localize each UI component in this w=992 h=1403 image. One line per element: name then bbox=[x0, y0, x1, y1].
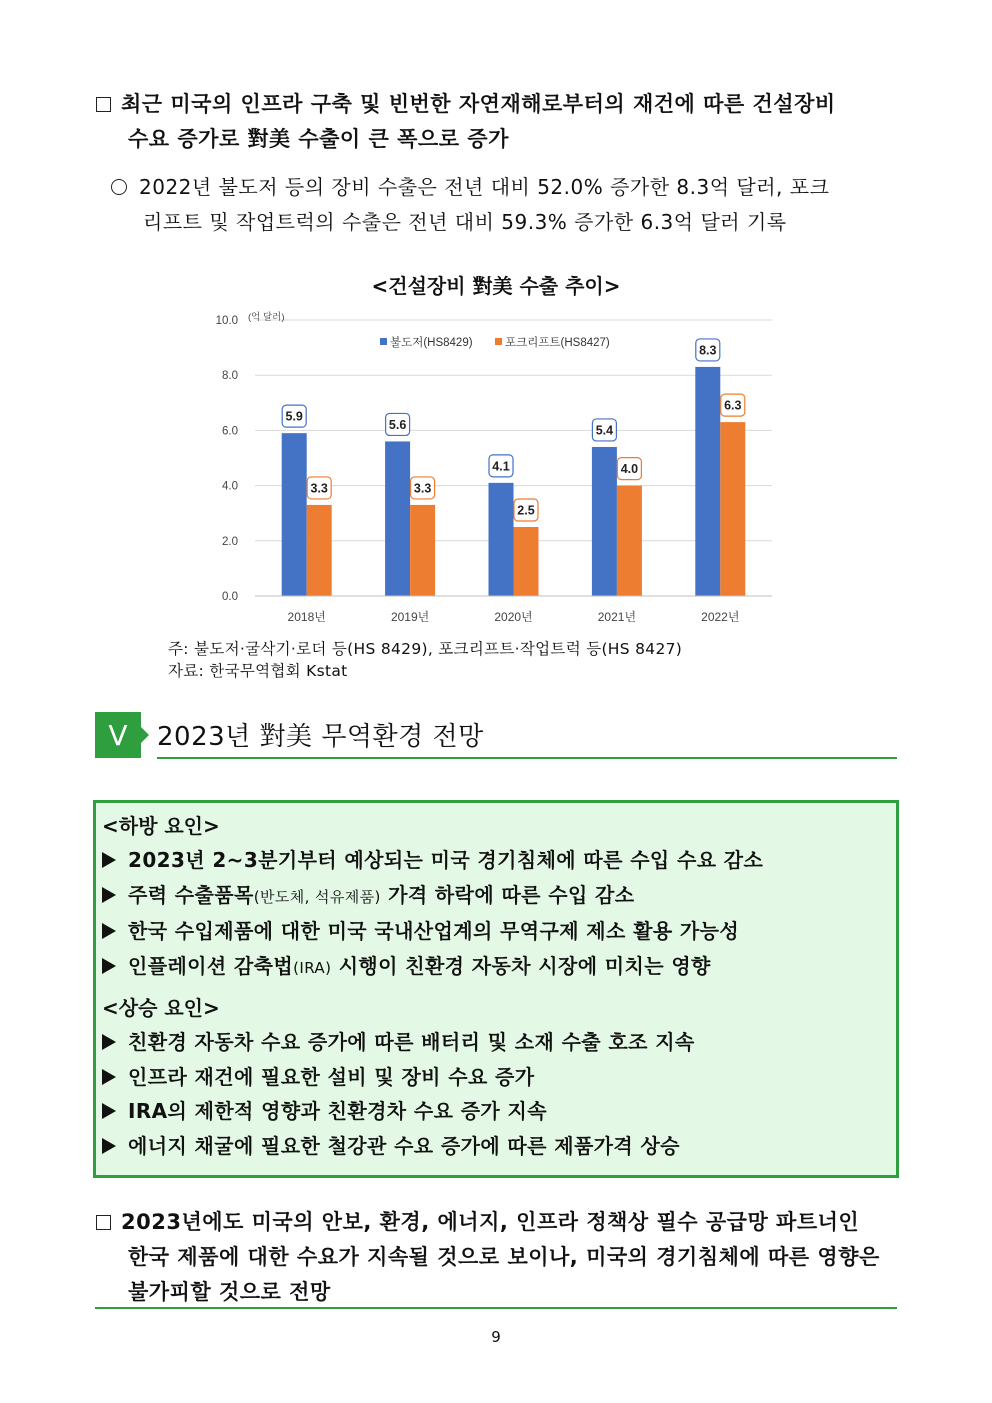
section-arrow-icon bbox=[141, 727, 149, 743]
chart-notes bbox=[168, 638, 868, 682]
downside-item: 2023년 2~3분기부터 예상되는 미국 경기침체에 따른 수입 수요 감소 bbox=[102, 843, 896, 878]
triangle-bullet-icon bbox=[102, 1034, 116, 1050]
bar-chart bbox=[200, 300, 790, 635]
data-label: 2.5 bbox=[517, 503, 535, 518]
x-tick-label: 2018년 bbox=[287, 610, 326, 624]
page-number: 9 bbox=[491, 1328, 501, 1346]
factors-box bbox=[93, 800, 899, 1178]
upside-item: 친환경 자동차 수요 증가에 따른 배터리 및 소재 수출 호조 지속 bbox=[102, 1025, 896, 1060]
legend-label: 불도저(HS8429) bbox=[390, 337, 473, 349]
bar bbox=[385, 441, 410, 596]
para2-line2: 리프트 및 작업트럭의 수출은 전년 대비 59.3% 증가한 6.3억 달러 기록 bbox=[143, 210, 787, 234]
square-bullet-icon bbox=[96, 97, 111, 112]
x-tick-label: 2022년 bbox=[701, 610, 740, 624]
x-tick-label: 2019년 bbox=[390, 610, 430, 624]
square-bullet-icon bbox=[96, 1215, 111, 1230]
section-underline bbox=[157, 757, 897, 759]
downside-item: 한국 수입제품에 대한 미국 국내산업계의 무역구제 제소 활용 가능성 bbox=[102, 914, 896, 949]
para2 bbox=[111, 170, 906, 240]
legend-label: 포크리프트(HS8427) bbox=[505, 337, 610, 349]
data-label: 5.9 bbox=[285, 409, 303, 424]
note-source: 자료: 한국무역협회 Kstat bbox=[168, 662, 348, 680]
triangle-bullet-icon bbox=[102, 887, 116, 903]
bar bbox=[592, 447, 617, 596]
bar bbox=[720, 422, 745, 596]
upside-item: 에너지 채굴에 필요한 철강관 수요 증가에 따른 제품가격 상승 bbox=[102, 1129, 896, 1164]
para3-line3: 불가피할 것으로 전망 bbox=[128, 1280, 331, 1304]
data-label: 5.4 bbox=[595, 423, 614, 438]
downside-factors-heading: <하방 요인> bbox=[102, 814, 220, 838]
y-tick-label: 8.0 bbox=[222, 370, 238, 383]
note-hs-codes: 주: 불도저·굴삭기·로더 등(HS 8429), 포크리프트·작업트럭 등(HS 8427) bbox=[168, 640, 683, 658]
data-label: 6.3 bbox=[724, 398, 742, 413]
data-label: 4.0 bbox=[620, 462, 639, 477]
y-tick-label: 4.0 bbox=[222, 480, 238, 493]
bar bbox=[617, 486, 642, 596]
bar bbox=[514, 527, 539, 596]
para1-line1: 최근 미국의 인프라 구축 및 빈번한 자연재해로부터의 재건에 따른 건설장비 bbox=[96, 87, 906, 122]
y-tick-label: 0.0 bbox=[222, 591, 238, 603]
para3-line1: 2023년에도 미국의 안보, 환경, 에너지, 인프라 정책상 필수 공급망 파트너인 bbox=[96, 1205, 906, 1240]
y-tick-label: 2.0 bbox=[222, 535, 238, 548]
para3-underline bbox=[95, 1307, 897, 1309]
circle-bullet-icon bbox=[111, 179, 127, 195]
section-title: 2023년 對美 무역환경 전망 bbox=[157, 722, 484, 752]
chart-title: <건설장비 對美 수출 추이> bbox=[371, 274, 621, 298]
para1-line2: 수요 증가로 對美 수출이 큰 폭으로 증가 bbox=[128, 127, 509, 151]
triangle-bullet-icon bbox=[102, 1069, 116, 1085]
para3 bbox=[96, 1205, 906, 1310]
para1 bbox=[96, 87, 906, 157]
y-tick-label: 10.0 bbox=[215, 315, 238, 327]
bar bbox=[410, 505, 435, 596]
legend-swatch bbox=[380, 338, 387, 345]
data-label: 3.3 bbox=[310, 481, 328, 496]
para3-line2: 한국 제품에 대한 수요가 지속될 것으로 보이나, 미국의 경기침체에 따른 영향은 bbox=[128, 1245, 880, 1269]
bar bbox=[307, 505, 332, 596]
unit-label: (억 달러) bbox=[248, 312, 285, 323]
upside-item: 인프라 재건에 필요한 설비 및 장비 수요 증가 bbox=[102, 1060, 896, 1095]
triangle-bullet-icon bbox=[102, 923, 116, 939]
bar bbox=[695, 367, 720, 596]
upside-item: IRA의 제한적 영향과 친환경차 수요 증가 지속 bbox=[102, 1094, 896, 1129]
triangle-bullet-icon bbox=[102, 958, 116, 974]
triangle-bullet-icon bbox=[102, 1138, 116, 1154]
triangle-bullet-icon bbox=[102, 1103, 116, 1119]
y-tick-label: 6.0 bbox=[222, 425, 238, 438]
downside-item: 주력 수출품목(반도체, 석유제품) 가격 하락에 따른 수입 감소 bbox=[102, 878, 896, 915]
x-tick-label: 2021년 bbox=[597, 610, 637, 624]
triangle-bullet-icon bbox=[102, 852, 116, 868]
downside-item: 인플레이션 감축법(IRA) 시행이 친환경 자동차 시장에 미치는 영향 bbox=[102, 949, 896, 986]
upside-factors-heading: <상승 요인> bbox=[102, 996, 220, 1020]
data-label: 5.6 bbox=[388, 417, 407, 432]
bar bbox=[489, 483, 514, 596]
legend-swatch bbox=[495, 338, 502, 345]
para2-line1: 2022년 불도저 등의 장비 수출은 전년 대비 52.0% 증가한 8.3억 달러, 포크 bbox=[111, 170, 906, 205]
data-label: 3.3 bbox=[413, 481, 432, 496]
data-label: 8.3 bbox=[699, 343, 717, 358]
bar bbox=[282, 433, 307, 596]
section-number-badge: V bbox=[95, 712, 141, 758]
x-tick-label: 2020년 bbox=[494, 610, 533, 624]
data-label: 4.1 bbox=[492, 459, 510, 474]
